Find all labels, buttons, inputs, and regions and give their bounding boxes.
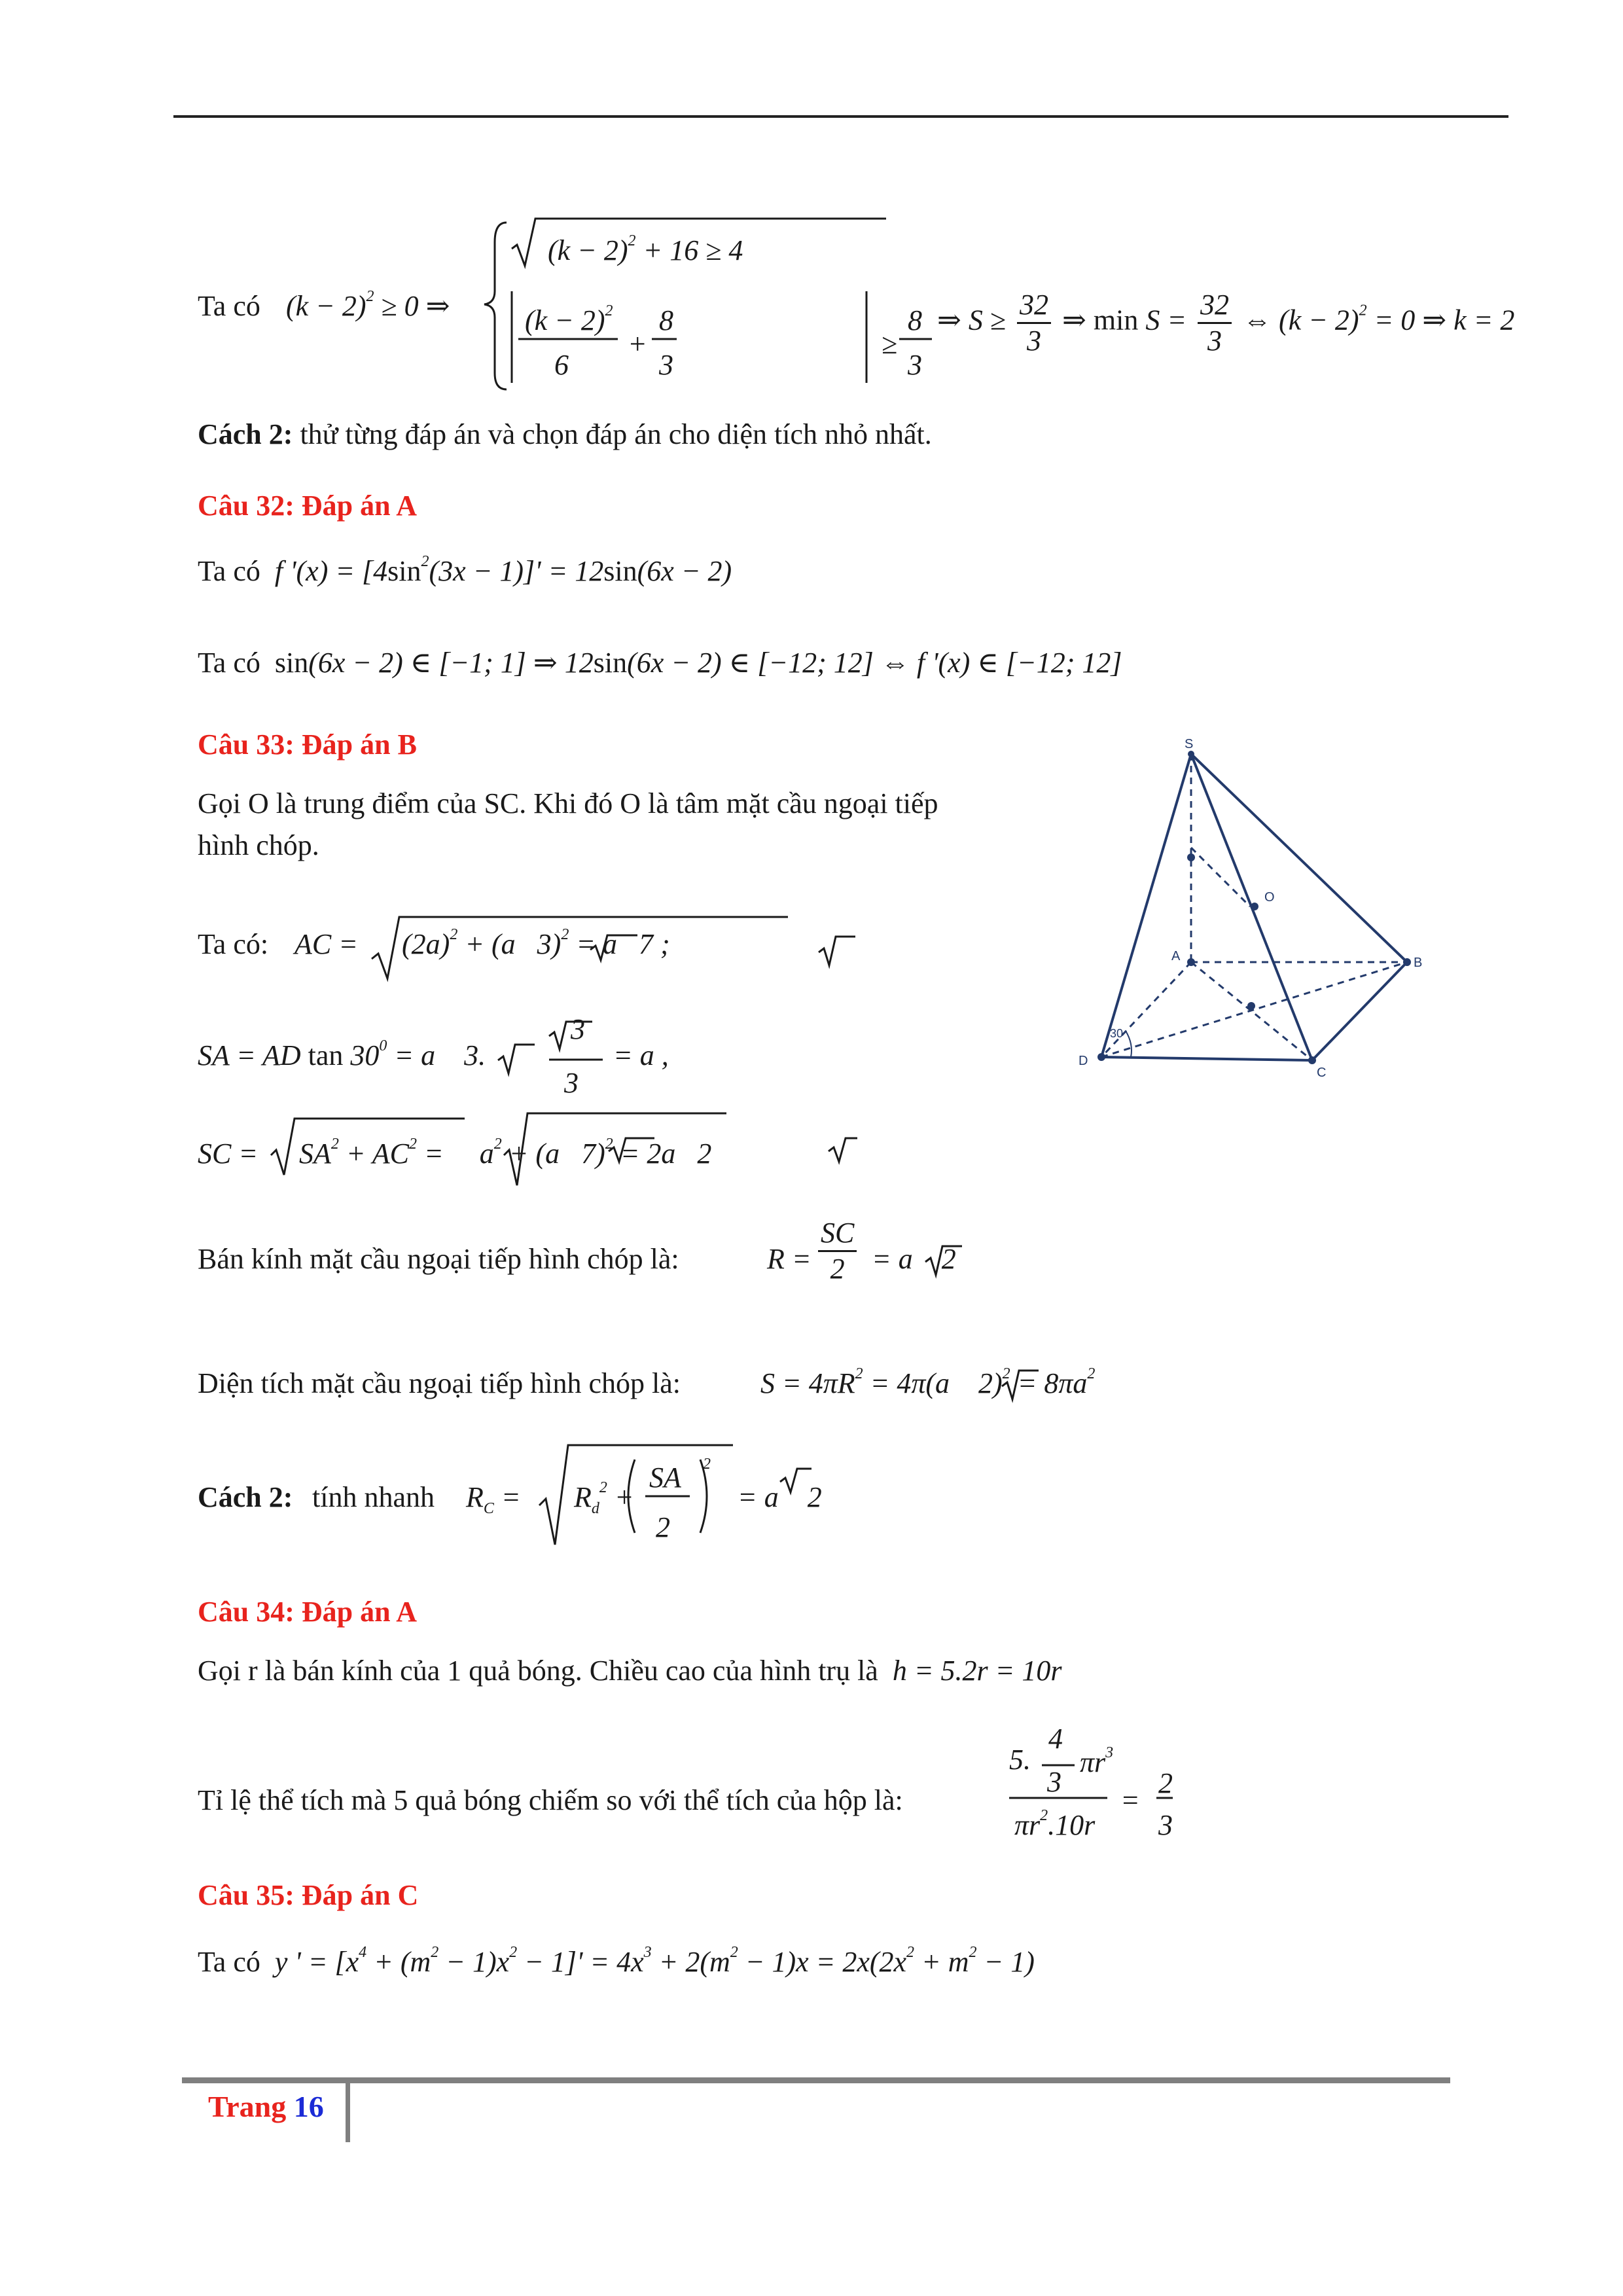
formula-rd: $R_d^2$ +: [574, 1479, 634, 1517]
formula-3c: 3: [1047, 1766, 1061, 1798]
q32-answer: Đáp án A: [301, 490, 417, 522]
formula-rc-sq: 2: [703, 1456, 711, 1473]
formula-3: 3: [659, 349, 673, 381]
formula-y-prime: y ' = $[x^4 + (m^2 - 1)x^2 - 1]' = 4x^3 + 2(m^2 - 1)x = 2x(2x^2 + m^2 - 1)$: [267, 1944, 1035, 1978]
text-ta-co-colon: Ta có:: [198, 928, 269, 960]
text-ta-co: Ta có: [198, 1946, 260, 1978]
pyramid-figure: [1073, 730, 1440, 1096]
formula-derivative: f '$(x) = [4\sin^2(3x - 1)]' = 12\sin(6x - 2)$: [267, 553, 732, 587]
formula-sa-num: SA: [649, 1462, 681, 1494]
label-c: C: [1317, 1066, 1327, 1080]
q33-text2-content: hình chóp.: [198, 829, 319, 861]
formula-sa: SA = AD $\tan 30^0 = a$ 3.: [198, 1037, 486, 1071]
q34-answer: Đáp án A: [301, 1596, 417, 1628]
q32-heading: [198, 488, 417, 524]
sqrt-2a: [923, 1242, 962, 1288]
formula-area: $S = 4\pi R^2 = 4\pi(a$ $2)^2 = 8\pi a^2$: [760, 1365, 1096, 1399]
text-ta-co: Ta có: [198, 647, 260, 679]
formula-3-top: 3: [571, 1013, 585, 1045]
formula-pir2: $\pi r^2.10r$: [1014, 1807, 1096, 1841]
formula-sa-den: 2: [656, 1511, 670, 1543]
radius-text: Bán kính mặt cầu ngoại tiếp hình chóp là:: [198, 1243, 679, 1275]
formula-eq: =: [1120, 1784, 1140, 1816]
q35-line: [198, 1944, 1035, 1981]
q33-text1: [198, 785, 938, 822]
formula-5: 5.: [1009, 1744, 1031, 1776]
q35-label: Câu 35:: [198, 1879, 294, 1911]
cach2b-text: tính nhanh: [312, 1481, 435, 1513]
formula-k-nonneg: $(k - 2)^2 \ge 0$ ⇒: [286, 288, 450, 322]
footer-bar: [182, 2077, 1450, 2083]
footer-divider: [346, 2083, 350, 2142]
label-d: D: [1079, 1054, 1088, 1068]
q32-line1: [198, 553, 732, 590]
formula-ac-inner: $(2a)^2 + (a$ 3)$^2$ = a 7 ;: [402, 926, 670, 960]
q33-heading: [198, 726, 417, 763]
formula-r: R =: [767, 1243, 812, 1275]
cach2b-label: Cách 2:: [198, 1481, 293, 1513]
q33-text2: [198, 827, 319, 864]
formula-3b: 3: [908, 349, 922, 381]
formula-sc-over-2: $\frac{SC}{2}$: [818, 1216, 857, 1286]
q34-label: Câu 34:: [198, 1596, 294, 1628]
text-ta-co: Ta có: [198, 555, 260, 587]
q33-answer: Đáp án B: [301, 728, 417, 761]
label-s: S: [1185, 737, 1194, 751]
formula-4: 4: [1048, 1723, 1063, 1755]
formula-sa-result: = a ,: [613, 1039, 669, 1071]
sqrt-2b: [999, 1367, 1039, 1412]
label-angle: 30: [1110, 1027, 1124, 1040]
page-footer: [208, 2089, 324, 2124]
formula-r-result: = a 2: [872, 1243, 956, 1275]
q35-answer: Đáp án C: [301, 1879, 419, 1911]
q32-line2: [198, 645, 1122, 681]
label-a: A: [1171, 949, 1181, 963]
formula-8: 8: [659, 304, 673, 336]
sqrt-3a: [495, 1041, 535, 1086]
formula-rc: $R_C$ =: [466, 1481, 521, 1517]
page-number: 16: [293, 2090, 324, 2123]
area-text: Diện tích mặt cầu ngoại tiếp hình chóp là:: [198, 1367, 681, 1399]
q33-text1-content: Gọi O là trung điểm của SC. Khi đó O là tâm mặt cầu ngoại tiếp: [198, 787, 938, 819]
cach2-label: Cách 2:: [198, 418, 293, 450]
cach2-text: thử từng đáp án và chọn đáp án cho diện tích nhỏ nhất.: [300, 418, 932, 450]
q34-text: Gọi r là bán kính của 1 quả bóng. Chiều cao của hình trụ là: [198, 1655, 878, 1687]
formula-8b: 8: [908, 304, 922, 336]
formula-plus: +: [628, 328, 647, 360]
q34-text-line: [198, 1653, 1061, 1689]
formula-ac: AC =: [294, 928, 358, 960]
q35-heading: [198, 1877, 418, 1914]
q32-label: Câu 32:: [198, 490, 294, 522]
formula-sc-inner: $SA^2 + AC^2$ = $a^2 + (a$ 7)$^2$ = 2a 2: [299, 1136, 712, 1170]
formula-s-result: ⇒ S ≥ $\frac{32}{3}$ ⇒ min S = $\frac{32}{3}$ ⇔ $(k - 2)^2 = 0$ ⇒ k = 2: [937, 289, 1515, 357]
formula-rc-result: = a 2: [738, 1481, 822, 1513]
label-o: O: [1264, 890, 1275, 905]
text-ta-co: Ta có: [198, 290, 260, 322]
label-b: B: [1414, 956, 1423, 970]
formula-sc: SC =: [198, 1138, 259, 1170]
formula-range: sin(6x − 2) ∈ [−1; 1] ⇒ 12sin(6x − 2) ∈ [−12; 12] ⇔ f '(x) ∈ [−12; 12]: [274, 647, 1122, 679]
q34-ratio-text: Tỉ lệ thể tích mà 5 quả bóng chiếm so với thể tích của hộp là:: [198, 1784, 903, 1816]
q33-label: Câu 33:: [198, 728, 294, 761]
formula-geq: ≥: [882, 328, 898, 360]
formula-2-num: 2: [1158, 1767, 1173, 1799]
q34-heading: [198, 1594, 417, 1630]
formula-abs-den: 6: [554, 349, 569, 381]
formula-pir3: $\pi r^3$: [1080, 1744, 1114, 1778]
formula-h: h = 5.2r = 10r: [885, 1655, 1062, 1687]
formula-sqrt-line: $(k - 2)^2 + 16 \ge 4$: [548, 232, 743, 266]
formula-abs-num: $(k - 2)^2$: [525, 302, 613, 336]
cach2-line: [198, 416, 932, 453]
sqrt-7: [816, 933, 855, 978]
footer-label: Trang: [208, 2090, 287, 2123]
formula-3-den: 3: [1158, 1809, 1173, 1841]
header-rule: [173, 115, 1508, 118]
formula-3-bottom: 3: [564, 1067, 579, 1099]
